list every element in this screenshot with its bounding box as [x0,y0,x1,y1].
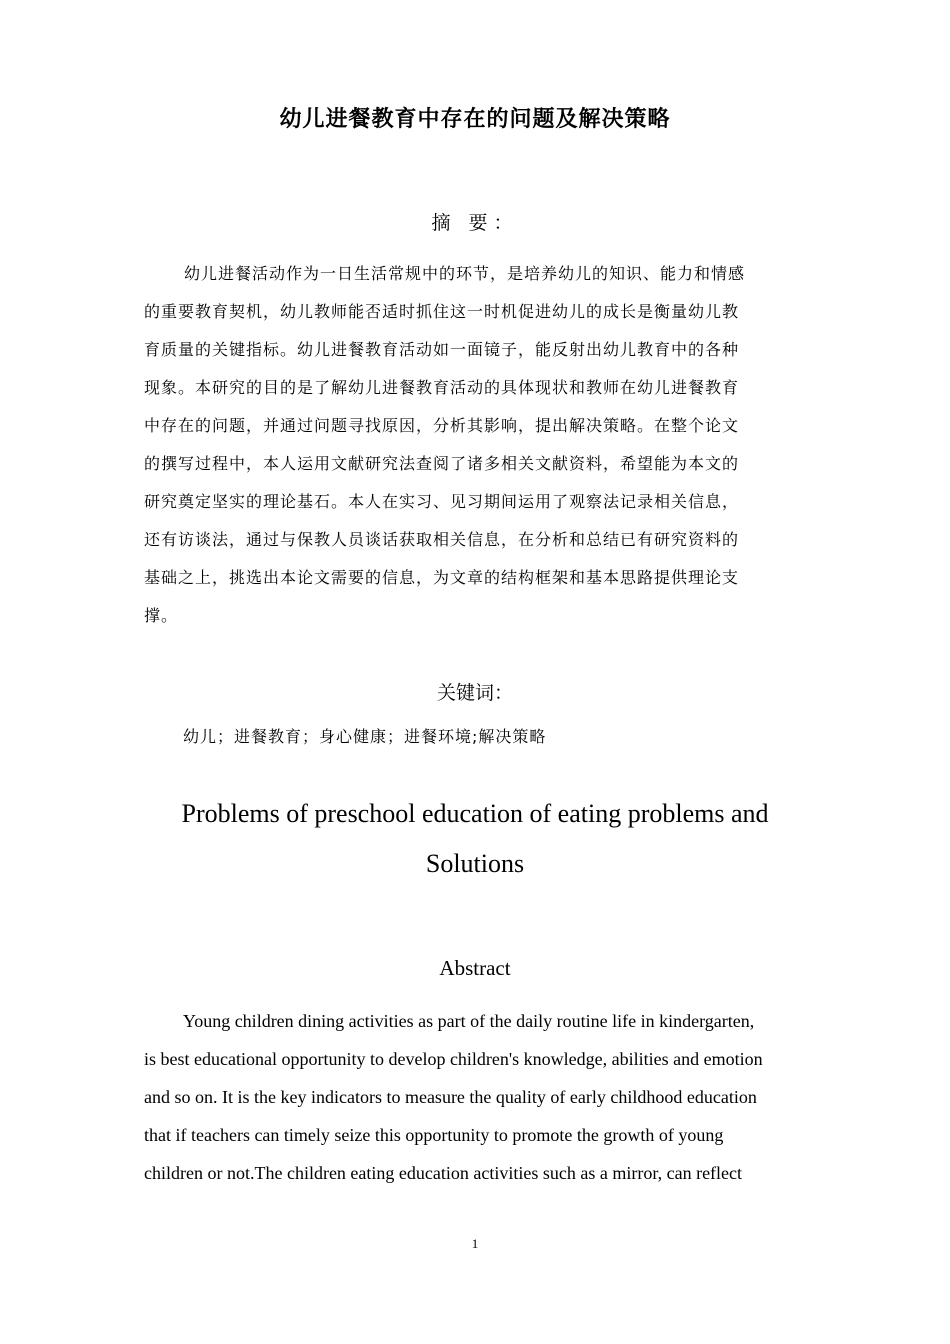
abstract-cn-line: 中存在的问题，并通过问题寻找原因，分析其影响，提出解决策略。在整个论文 [144,416,740,435]
abstract-en-line: children or not.The children eating education activities such as a mirror, can reflect [144,1163,743,1183]
abstract-cn-line: 育质量的关键指标。幼儿进餐教育活动如一面镜子，能反射出幼儿教育中的各种 [144,340,740,359]
english-title-line-2: Solutions [425,849,525,878]
abstract-body-cn [144,255,812,635]
keywords-heading-cn: 关键词： [436,682,513,704]
abstract-cn-line: 的重要教育契机，幼儿教师能否适时抓住这一时机促进幼儿的成长是衡量幼儿教 [144,302,740,321]
abstract-en-line: and so on. It is the key indicators to measure the quality of early childhood education [144,1087,757,1107]
abstract-cn-line: 幼儿进餐活动作为一日生活常规中的环节，是培养幼儿的知识、能力和情感 [184,264,746,283]
abstract-cn-line: 研究奠定坚实的理论基石。本人在实习、见习期间运用了观察法记录相关信息， [144,492,740,511]
abstract-cn-line: 还有访谈法，通过与保教人员谈话获取相关信息，在分析和总结已有研究资料的 [144,530,740,549]
abstract-heading-en: Abstract [439,956,511,980]
abstract-en-line: that if teachers can timely seize this opportunity to promote the growth of young [144,1125,724,1145]
abstract-body-en [144,1002,807,1192]
keywords-cn: 幼儿；进餐教育；身心健康；进餐环境;解决策略 [183,727,547,746]
abstract-cn-line: 基础之上，挑选出本论文需要的信息，为文章的结构框架和基本思路提供理论支 [144,568,740,587]
abstract-cn-line: 现象。本研究的目的是了解幼儿进餐教育活动的具体现状和教师在幼儿进餐教育 [144,378,740,397]
page-number: 1 [471,1236,479,1251]
chinese-title: 幼儿进餐教育中存在的问题及解决策略 [279,107,671,132]
abstract-en-line: is best educational opportunity to develop children's knowledge, abilities and emotion [144,1049,763,1069]
abstract-cn-line: 撑。 [144,606,179,625]
abstract-en-line: Young children dining activities as part of the daily routine life in kindergarten, [183,1011,755,1031]
abstract-heading-cn: 摘 要： [431,212,519,234]
abstract-cn-line: 的撰写过程中，本人运用文献研究法查阅了诸多相关文献资料，希望能为本文的 [144,454,740,473]
english-title-line-1: Problems of preschool education of eating problems and [181,799,769,828]
